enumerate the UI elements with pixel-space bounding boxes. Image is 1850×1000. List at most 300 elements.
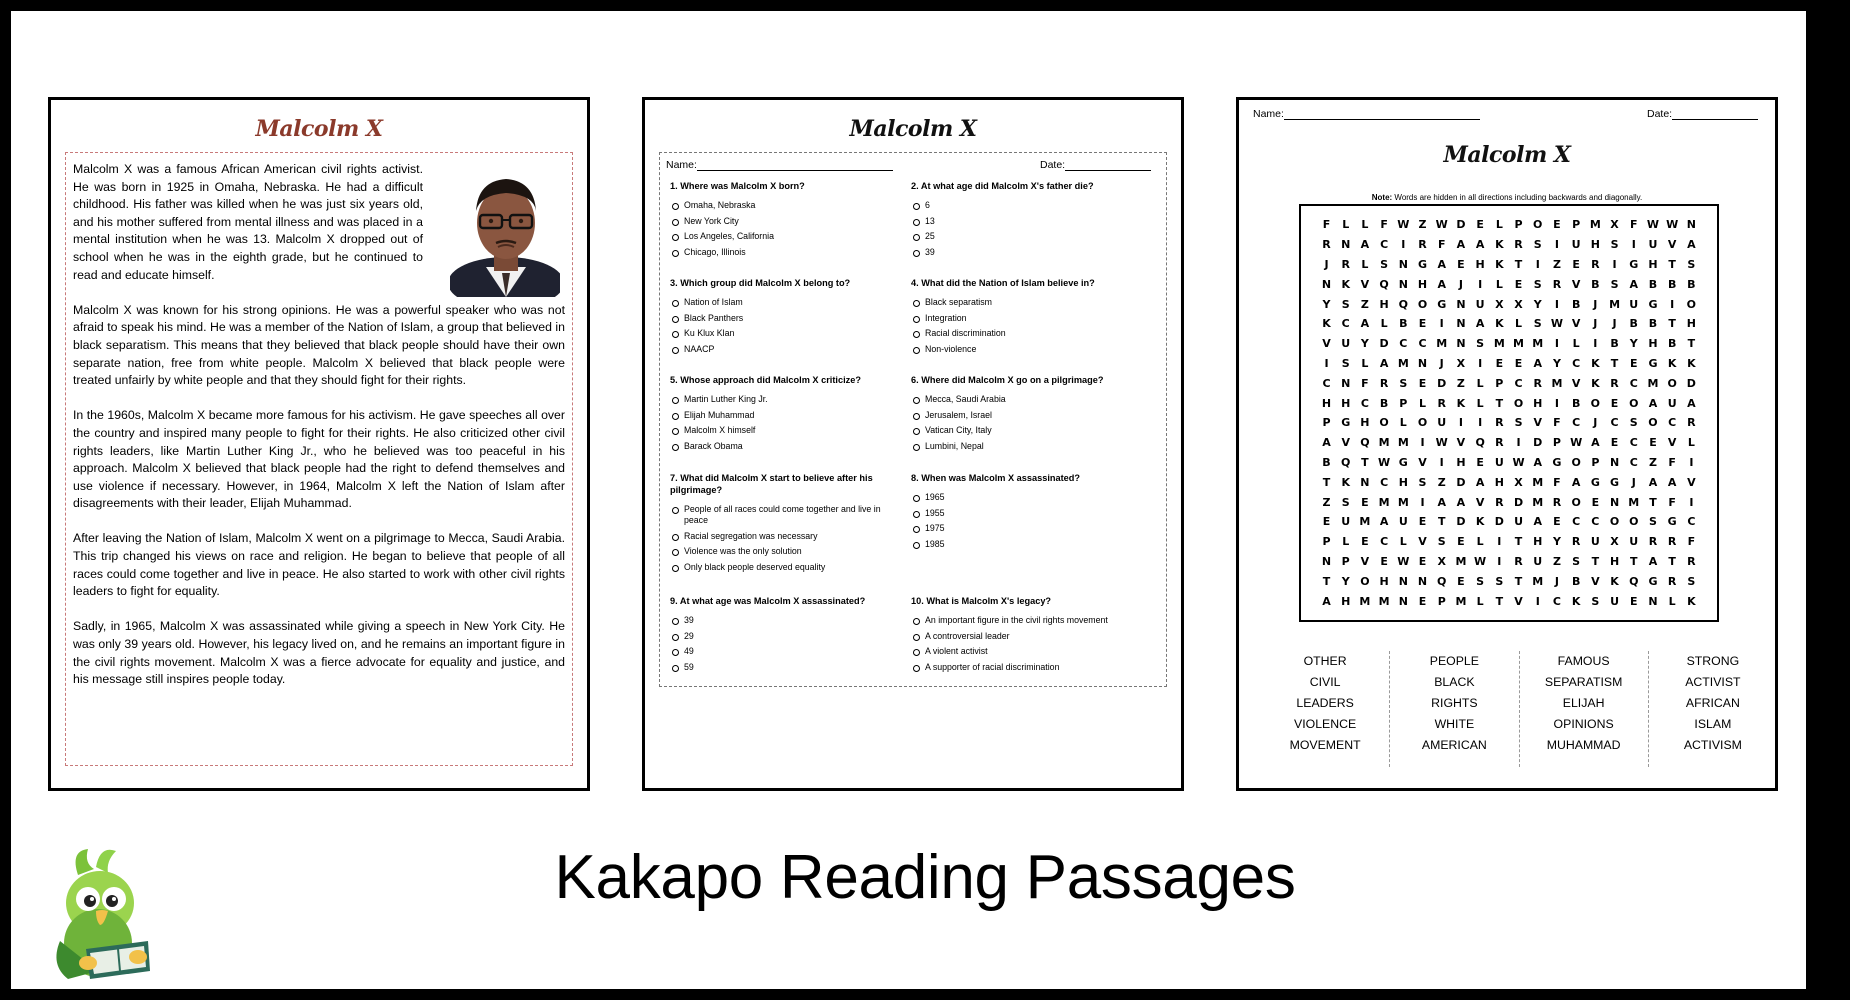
grid-letter: D (1494, 515, 1504, 529)
answer-option[interactable]: An important figure in the civil rights movement (911, 615, 1143, 626)
grid-letter: I (1478, 416, 1483, 430)
grid-letter: V (1360, 554, 1370, 568)
grid-letter: C (1668, 416, 1677, 430)
grid-letter: O (1360, 574, 1370, 588)
grid-letter: I (1324, 356, 1329, 370)
grid-letter: E (1610, 436, 1619, 450)
grid-letter: C (1514, 376, 1523, 390)
grid-letter: L (1399, 535, 1407, 549)
word-item: OTHER (1303, 654, 1347, 668)
grid-letter: R (1610, 376, 1619, 390)
grid-letter: S (1629, 416, 1638, 430)
grid-letter: Z (1360, 297, 1369, 311)
grid-letter: S (1514, 416, 1523, 430)
grid-letter: I (1554, 396, 1559, 410)
grid-letter: P (1437, 594, 1446, 608)
grid-letter: R (1514, 238, 1523, 252)
answer-option[interactable]: New York City (670, 216, 902, 227)
answer-option[interactable]: Barack Obama (670, 441, 902, 452)
grid-letter: A (1475, 475, 1485, 489)
grid-letter: Z (1437, 475, 1446, 489)
ws-date-field[interactable] (1647, 108, 1758, 120)
grid-letter: F (1322, 218, 1331, 232)
word-list (1261, 651, 1777, 767)
quiz-name-field[interactable] (666, 159, 893, 171)
grid-letter: W (1550, 317, 1563, 331)
grid-letter: Z (1322, 495, 1331, 509)
grid-letter: H (1475, 257, 1485, 271)
answer-option[interactable]: A violent activist (911, 646, 1143, 657)
word-item: BLACK (1434, 675, 1475, 689)
grid-letter: Q (1341, 455, 1351, 469)
answer-option[interactable]: Ku Klux Klan (670, 328, 902, 339)
grid-letter: B (1399, 317, 1408, 331)
grid-letter: V (1418, 455, 1427, 469)
grid-letter: B (1667, 337, 1677, 351)
word-column (1261, 651, 1390, 767)
grid-letter: E (1591, 495, 1600, 509)
grid-letter: H (1379, 574, 1389, 588)
quiz-question (670, 472, 902, 577)
grid-letter: G (1629, 257, 1639, 271)
answer-option[interactable]: Malcolm X himself (670, 425, 902, 436)
grid-letter: K (1495, 238, 1504, 252)
grid-letter: O (1417, 297, 1428, 311)
grid-letter: R (1418, 238, 1427, 252)
grid-letter: V (1667, 436, 1677, 450)
grid-letter: C (1322, 376, 1331, 390)
grid-letter: I (1554, 297, 1559, 311)
grid-row (1309, 532, 1709, 552)
grid-row (1309, 571, 1709, 591)
grid-letter: Y (1533, 297, 1542, 311)
grid-letter: N (1686, 218, 1696, 232)
grid-letter: D (1456, 218, 1466, 232)
grid-letter: Q (1379, 277, 1389, 291)
grid-letter: S (1572, 554, 1581, 568)
grid-letter: E (1495, 356, 1504, 370)
grid-letter: C (1591, 515, 1600, 529)
answer-option[interactable]: Nation of Islam (670, 297, 902, 308)
passage-text (73, 161, 565, 706)
grid-letter: X (1610, 218, 1619, 232)
answer-option[interactable]: Racial discrimination (911, 328, 1143, 339)
grid-letter: O (1513, 396, 1524, 410)
grid-row (1309, 354, 1709, 374)
grid-letter: L (1380, 317, 1388, 331)
grid-letter: S (1495, 574, 1504, 588)
date-label: Date: (1040, 159, 1066, 171)
grid-letter: E (1514, 277, 1523, 291)
grid-letter: I (1478, 277, 1483, 291)
grid-letter: A (1687, 396, 1696, 410)
grid-letter: E (1476, 455, 1484, 469)
grid-letter: M (1513, 337, 1524, 351)
grid-letter: Z (1552, 257, 1561, 271)
question-text: 10. What is Malcolm X's legacy? (911, 596, 1052, 606)
grid-letter: T (1514, 257, 1523, 271)
answer-option[interactable]: People of all races could come together and live in peace (670, 504, 902, 526)
question-text: 3. Which group did Malcolm X belong to? (670, 278, 851, 288)
grid-letter: D (1379, 337, 1389, 351)
grid-letter: Y (1629, 337, 1638, 351)
grid-letter: H (1341, 594, 1351, 608)
grid-letter: S (1399, 376, 1408, 390)
grid-letter: A (1360, 317, 1370, 331)
grid-letter: C (1380, 238, 1389, 252)
grid-row (1309, 255, 1709, 275)
grid-letter: L (1361, 257, 1369, 271)
grid-letter: B (1379, 396, 1389, 410)
answer-option[interactable]: 39 (911, 247, 1143, 258)
grid-row (1309, 453, 1709, 473)
grid-letter: V (1360, 277, 1370, 291)
grid-letter: O (1590, 396, 1601, 410)
grid-letter: L (1476, 396, 1484, 410)
grid-letter: O (1571, 495, 1581, 509)
grid-letter: U (1494, 455, 1504, 469)
grid-letter: H (1341, 396, 1351, 410)
grid-letter: K (1341, 277, 1350, 291)
answer-option[interactable]: Integration (911, 313, 1143, 324)
answer-option[interactable]: Chicago, Illinois (670, 247, 902, 258)
grid-letter: I (1670, 297, 1675, 311)
grid-letter: C (1360, 396, 1369, 410)
grid-letter: M (1397, 436, 1409, 450)
kakapo-mascot-icon (38, 845, 168, 985)
grid-letter: A (1437, 257, 1446, 271)
word-item: ACTIVISM (1683, 738, 1742, 752)
answer-option[interactable]: Non-violence (911, 344, 1143, 355)
grid-letter: Y (1552, 535, 1561, 549)
grid-row (1309, 413, 1709, 433)
grid-letter: H (1686, 317, 1696, 331)
grid-letter: U (1341, 337, 1351, 351)
grid-letter: F (1380, 218, 1388, 232)
answer-options (911, 200, 1143, 258)
answer-option[interactable]: NAACP (670, 344, 902, 355)
grid-letter: H (1648, 257, 1658, 271)
grid-letter: P (1495, 376, 1504, 390)
grid-letter: L (1572, 337, 1580, 351)
grid-letter: N (1609, 495, 1620, 509)
grid-letter: M (1609, 297, 1621, 311)
answer-option[interactable]: 1955 (911, 508, 1143, 519)
answer-option[interactable]: Los Angeles, California (670, 231, 902, 242)
grid-letter: V (1514, 594, 1523, 608)
word-item: PEOPLE (1429, 654, 1479, 668)
grid-letter: H (1494, 475, 1504, 489)
grid-letter: A (1648, 475, 1658, 489)
grid-letter: E (1629, 356, 1638, 370)
grid-letter: B (1322, 455, 1331, 469)
grid-letter: U (1533, 554, 1543, 568)
grid-letter: I (1439, 455, 1444, 469)
grid-letter: M (1647, 376, 1659, 390)
grid-letter: K (1687, 356, 1696, 370)
grid-letter: F (1629, 218, 1638, 232)
answer-option[interactable]: Elijah Muhammad (670, 410, 902, 421)
grid-letter: Q (1475, 436, 1485, 450)
answer-option[interactable]: Omaha, Nebraska (670, 200, 902, 211)
grid-letter: U (1667, 396, 1677, 410)
grid-letter: N (1417, 356, 1428, 370)
grid-row (1309, 512, 1709, 532)
word-column (1649, 651, 1777, 767)
grid-letter: I (1554, 238, 1559, 252)
answer-options (911, 394, 1143, 452)
grid-letter: F (1668, 455, 1676, 469)
grid-letter: A (1456, 495, 1466, 509)
grid-letter: S (1418, 475, 1427, 489)
grid-row (1309, 314, 1709, 334)
passage-paragraph: Malcolm X was known for his strong opinions. He was a powerful speaker who was not afraid to speak his mind. He was a member of the Nation of Islam, a group that believed in black separatism. This means that they believed that black people should have their own separate nation, free from white people. Malcolm X believed that black people were treated unfairly by white people and that they should fight for their rights. (73, 302, 565, 388)
grid-letter: R (1437, 396, 1446, 410)
grid-letter: Q (1629, 574, 1639, 588)
answer-option[interactable]: 13 (911, 216, 1143, 227)
word-item: AFRICAN (1685, 696, 1740, 710)
grid-letter: K (1591, 356, 1600, 370)
grid-letter: L (1495, 218, 1503, 232)
grid-letter: R (1495, 495, 1504, 509)
quiz-box (659, 152, 1167, 687)
answer-option[interactable]: Black Panthers (670, 313, 902, 324)
answer-option[interactable]: Martin Luther King Jr. (670, 394, 902, 405)
grid-letter: R (1341, 257, 1350, 271)
grid-letter: C (1399, 337, 1408, 351)
grid-letter: Y (1552, 356, 1561, 370)
answer-option[interactable]: 6 (911, 200, 1143, 211)
grid-letter: J (1554, 574, 1559, 588)
quiz-question (670, 374, 902, 456)
grid-letter: X (1514, 475, 1523, 489)
answer-option[interactable]: 29 (670, 631, 902, 642)
answer-option[interactable]: Racial segregation was necessary (670, 531, 902, 542)
answer-options (670, 504, 902, 573)
grid-letter: R (1687, 554, 1696, 568)
grid-letter: G (1667, 515, 1677, 529)
answer-options (670, 394, 902, 452)
answer-option[interactable]: 25 (911, 231, 1143, 242)
grid-letter: K (1322, 317, 1331, 331)
grid-letter: J (1593, 297, 1598, 311)
grid-letter: B (1687, 277, 1696, 291)
grid-letter: V (1571, 317, 1581, 331)
word-item: ISLAM (1694, 717, 1732, 731)
passage-paragraph: Malcolm X was a famous African American civil rights activist. He was born in 1925 in Omaha, Nebraska. He had a difficult childhood. His father was killed when he was just six years old, and his mother suffered from mental illness and was placed in a mental institution when he was 13. Malcolm X dropped out of school when he was in the eighth grade, but he continued to read and educate himself. (73, 162, 423, 282)
grid-row (1309, 235, 1709, 255)
grid-letter: S (1341, 297, 1350, 311)
grid-letter: V (1456, 436, 1466, 450)
answer-option[interactable]: Vatican City, Italy (911, 425, 1143, 436)
answer-option[interactable]: Lumbini, Nepal (911, 441, 1143, 452)
grid-letter: K (1610, 574, 1619, 588)
word-item: OPINIONS (1553, 717, 1614, 731)
quiz-question (911, 595, 1143, 677)
grid-letter: C (1572, 515, 1581, 529)
word-item: WHITE (1434, 717, 1475, 731)
grid-letter: E (1476, 218, 1484, 232)
grid-letter: E (1361, 495, 1369, 509)
answer-option[interactable]: 1975 (911, 523, 1143, 534)
grid-letter: E (1418, 554, 1427, 568)
grid-letter: I (1401, 238, 1406, 252)
question-text: 2. At what age did Malcolm X's father die? (911, 181, 1094, 191)
reading-passage-page (48, 97, 590, 791)
grid-letter: K (1341, 475, 1350, 489)
grid-letter: R (1648, 535, 1658, 549)
grid-letter: O (1629, 515, 1639, 529)
answer-option[interactable]: Black separatism (911, 297, 1143, 308)
grid-letter: M (1628, 495, 1640, 509)
quiz-date-field[interactable] (1040, 159, 1151, 171)
grid-letter: N (1398, 594, 1408, 608)
grid-letter: W (1435, 436, 1448, 450)
grid-letter: T (1668, 257, 1676, 271)
answer-option[interactable]: Jerusalem, Israel (911, 410, 1143, 421)
grid-letter: V (1322, 337, 1331, 351)
grid-letter: N (1341, 238, 1351, 252)
grid-letter: A (1437, 277, 1446, 291)
answer-option[interactable]: Only black people deserved equality (670, 562, 902, 573)
grid-letter: C (1629, 436, 1638, 450)
grid-letter: M (1455, 554, 1467, 568)
grid-letter: B (1610, 337, 1619, 351)
grid-letter: P (1322, 416, 1331, 430)
word-item: FAMOUS (1557, 654, 1610, 668)
grid-letter: B (1591, 277, 1600, 291)
grid-letter: M (1436, 337, 1448, 351)
grid-letter: O (1533, 218, 1543, 232)
word-column (1390, 651, 1519, 767)
grid-letter: P (1514, 218, 1523, 232)
grid-letter: J (1439, 356, 1444, 370)
grid-row (1309, 591, 1709, 611)
grid-letter: C (1418, 337, 1427, 351)
grid-letter: J (1458, 277, 1463, 291)
grid-letter: R (1514, 554, 1523, 568)
grid-letter: M (1378, 594, 1390, 608)
grid-letter: M (1532, 475, 1544, 489)
grid-letter: V (1475, 495, 1485, 509)
word-item: LEADERS (1296, 696, 1354, 710)
grid-letter: R (1495, 416, 1504, 430)
grid-row (1309, 472, 1709, 492)
grid-letter: O (1571, 455, 1581, 469)
grid-letter: M (1589, 218, 1601, 232)
word-item: STRONG (1686, 654, 1740, 668)
grid-letter: M (1378, 436, 1390, 450)
grid-letter: F (1553, 475, 1561, 489)
grid-letter: X (1514, 297, 1523, 311)
passage-paragraph: In the 1960s, Malcolm X became more famous for his activism. He gave speeches all over the country and inspired many people to fight for their rights. He also criticized other civil rights leaders, like Martin Luther King Jr., who he believed was too peaceful in his approach. Malcolm X believed that black people had the right to defend themselves and use violence if necessary. However, in 1964, Malcolm X left the Nation of Islam after disagreements with their leader, Elijah Muhammad. (73, 408, 565, 511)
answer-option[interactable]: 49 (670, 646, 902, 657)
grid-letter: N (1456, 317, 1466, 331)
grid-letter: J (1612, 317, 1617, 331)
grid-letter: A (1667, 475, 1677, 489)
grid-letter: J (1593, 317, 1598, 331)
grid-letter: Z (1456, 376, 1465, 390)
grid-letter: S (1610, 238, 1619, 252)
grid-letter: G (1341, 416, 1351, 430)
grid-letter: S (1380, 257, 1389, 271)
grid-letter: W (1512, 455, 1525, 469)
grid-letter: E (1457, 535, 1465, 549)
grid-letter: L (1476, 535, 1484, 549)
grid-letter: F (1668, 495, 1676, 509)
answer-option[interactable]: Violence was the only solution (670, 546, 902, 557)
grid-letter: M (1455, 594, 1467, 608)
answer-option[interactable]: Mecca, Saudi Arabia (911, 394, 1143, 405)
passage-paragraph: Sadly, in 1965, Malcolm X was assassinated while giving a speech in New York City. He was only 39 years old. However, his legacy lived on, and he remains an important figure in the civil rights movement. Malcolm X was a fierce advocate for equality and justice, and his message still inspires people today. (73, 619, 565, 687)
grid-letter: H (1360, 416, 1370, 430)
grid-letter: X (1437, 554, 1446, 568)
ws-name-field[interactable] (1253, 108, 1480, 120)
grid-letter: W (1435, 218, 1448, 232)
grid-letter: D (1533, 436, 1543, 450)
grid-row (1309, 373, 1709, 393)
grid-letter: A (1687, 238, 1696, 252)
grid-letter: N (1360, 475, 1370, 489)
grid-letter: L (1361, 356, 1369, 370)
quiz-page (642, 97, 1184, 791)
answer-option[interactable]: 39 (670, 615, 902, 626)
grid-letter: S (1648, 515, 1657, 529)
grid-letter: C (1380, 535, 1389, 549)
answer-option[interactable]: 1985 (911, 539, 1143, 550)
grid-letter: G (1648, 297, 1658, 311)
date-label: Date: (1647, 108, 1673, 120)
grid-letter: Z (1418, 218, 1427, 232)
grid-letter: A (1648, 396, 1658, 410)
grid-letter: F (1437, 238, 1446, 252)
grid-letter: A (1379, 356, 1389, 370)
grid-letter: C (1552, 594, 1561, 608)
grid-letter: N (1341, 376, 1351, 390)
grid-letter: A (1533, 356, 1542, 370)
grid-letter: K (1687, 594, 1696, 608)
grid-letter: E (1553, 218, 1561, 232)
answer-option[interactable]: 1965 (911, 492, 1143, 503)
grid-letter: C (1629, 376, 1638, 390)
grid-letter: L (1476, 594, 1484, 608)
word-item: MOVEMENT (1289, 738, 1361, 752)
grid-letter: E (1629, 594, 1638, 608)
grid-letter: D (1437, 376, 1447, 390)
grid-letter: P (1591, 455, 1600, 469)
answer-option[interactable]: A controversial leader (911, 631, 1143, 642)
grid-letter: R (1667, 535, 1677, 549)
grid-letter: V (1591, 574, 1600, 588)
grid-letter: E (1418, 515, 1427, 529)
grid-letter: U (1398, 515, 1408, 529)
grid-letter: W (1378, 455, 1391, 469)
grid-letter: T (1514, 535, 1523, 549)
grid-letter: G (1437, 297, 1447, 311)
grid-letter: R (1495, 436, 1504, 450)
question-text: 4. What did the Nation of Islam believe in? (911, 278, 1095, 288)
grid-letter: L (1515, 317, 1523, 331)
grid-letter: G (1590, 475, 1600, 489)
grid-letter: U (1437, 416, 1447, 430)
grid-letter: F (1361, 376, 1369, 390)
grid-letter: M (1532, 574, 1544, 588)
answer-option[interactable]: A supporter of racial discrimination (911, 662, 1143, 673)
question-text: 6. Where did Malcolm X go on a pilgrimage? (911, 375, 1104, 385)
grid-row (1309, 433, 1709, 453)
answer-option[interactable]: 59 (670, 662, 902, 673)
grid-letter: E (1380, 554, 1388, 568)
